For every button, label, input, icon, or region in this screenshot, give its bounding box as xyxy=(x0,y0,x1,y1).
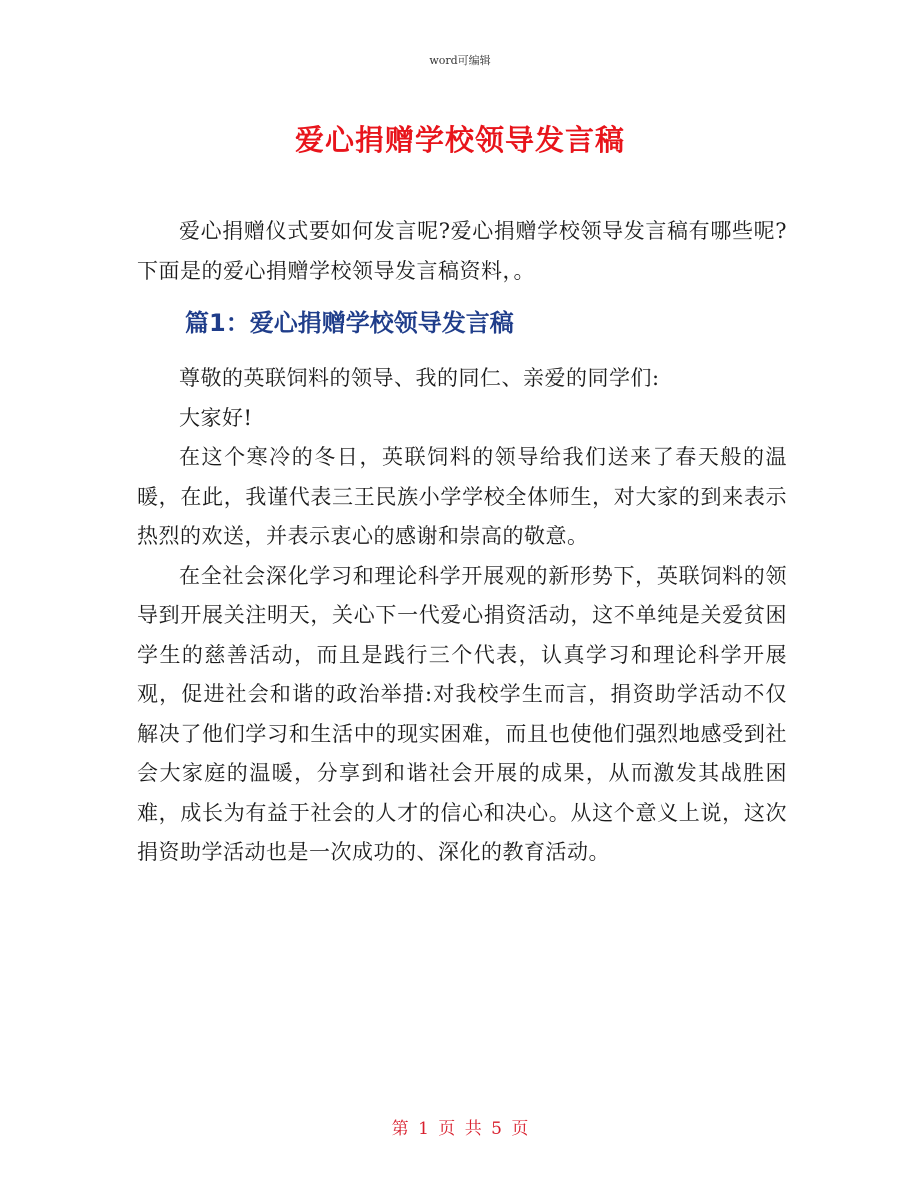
greeting-paragraph: 大家好! xyxy=(179,405,253,430)
page-number: 第 1 页 共 5 页 xyxy=(391,1119,529,1139)
body-paragraph: 在这个寒冷的冬日，英联饲料的领导给我们送来了春天般的温暖，在此，我谨代表三王民族小学学校全体师生，对大家的到来表示热烈的欢送，并表示衷心的感谢和崇高的敬意。 xyxy=(137,445,787,548)
section-heading: 篇1：爱心捐赠学校领导发言稿 xyxy=(185,309,514,337)
salutation-paragraph: 尊敬的英联饲料的领导、我的同仁、亲爱的同学们: xyxy=(179,366,660,390)
document-title: 爱心捐赠学校领导发言稿 xyxy=(294,123,625,157)
body-paragraph: 在全社会深化学习和理论科学开展观的新形势下，英联饲料的领导到开展关注明天，关心下一代爱心捐资活动，这不单纯是关爱贫困学生的慈善活动，而且是践行三个代表，认真学习和理论科学开展观，促进社会和谐的政治举措:对我校学生而言，捐资助学活动不仅解决了他们学习和生活中的现实困难，而且也使他们强烈地感受到社会大家庭的温暖，分享到和谐社会开展的成果，从而激发其战胜困难，成长为有益于社会的人才的信心和决心。从这个意义上说，这次捐资助学活动也是一次成功的、深化的教育活动。 xyxy=(137,563,787,864)
document-body xyxy=(137,212,787,873)
page-header: word可编辑 xyxy=(429,54,491,67)
intro-paragraph: 爱心捐赠仪式要如何发言呢?爱心捐赠学校领导发言稿有哪些呢?下面是的爱心捐赠学校领导发言稿资料，。 xyxy=(137,219,787,283)
